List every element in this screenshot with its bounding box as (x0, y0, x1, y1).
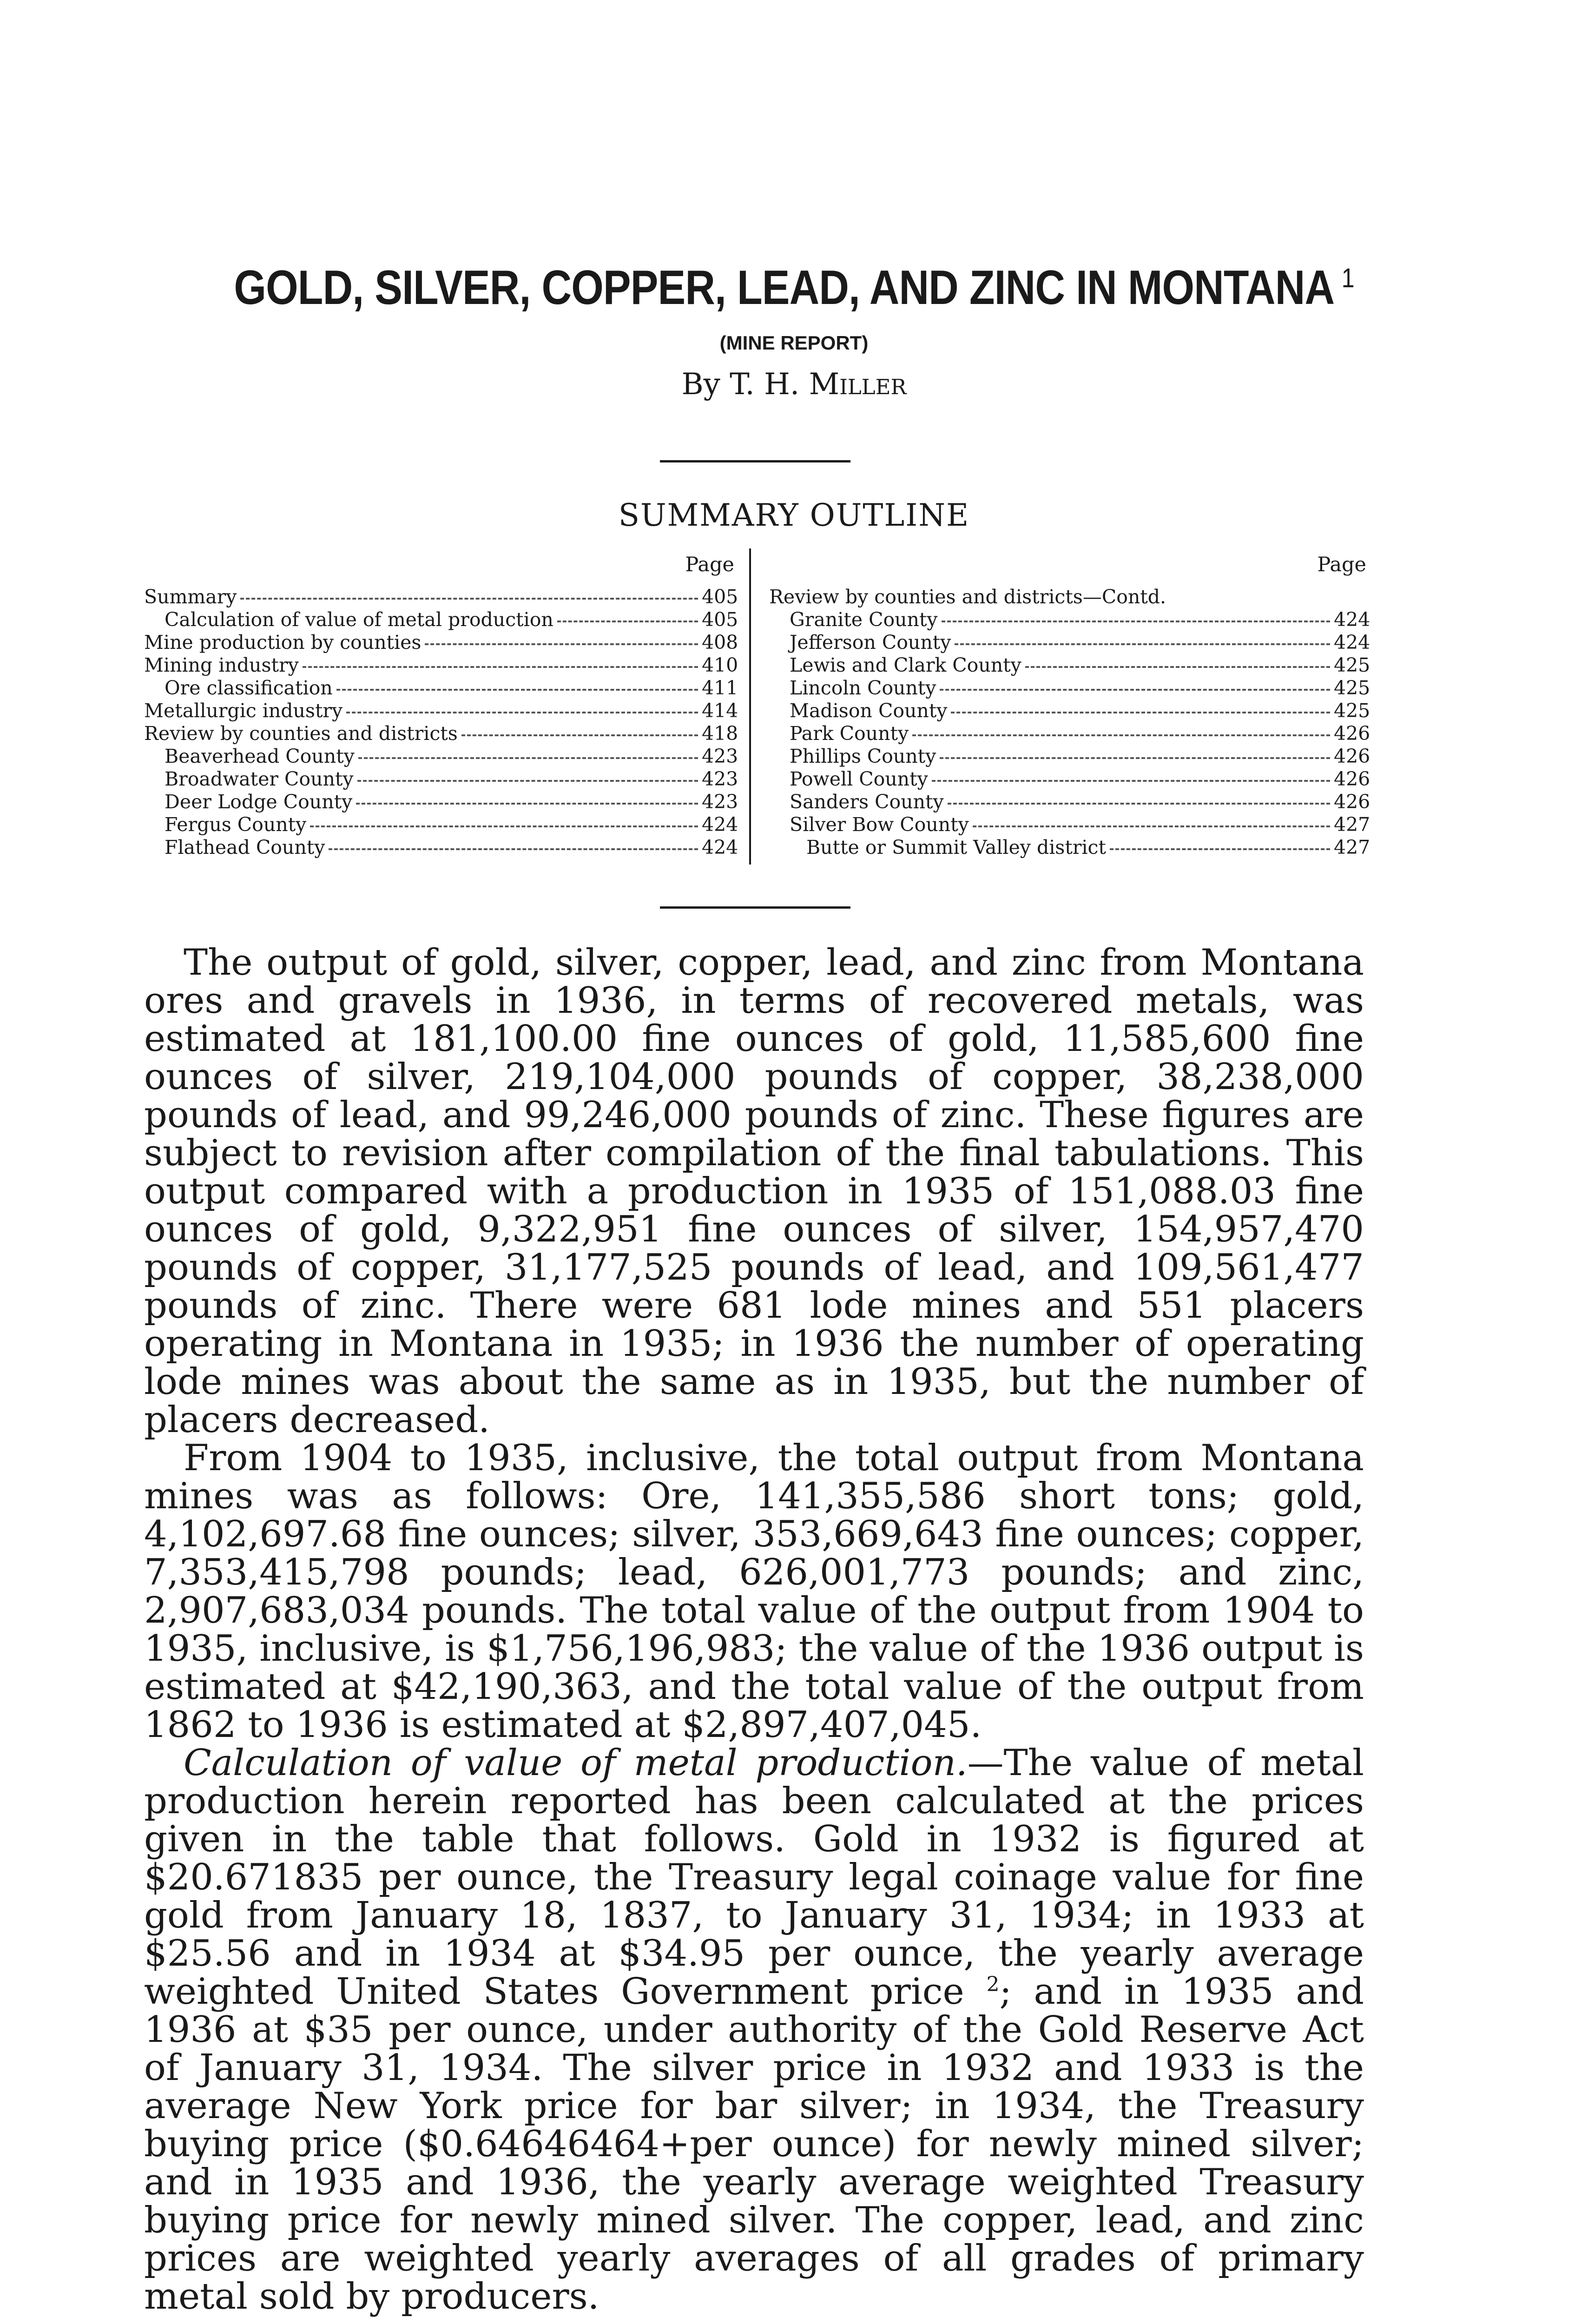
paragraph-3-text-a: —The value of metal production herein reported has been calculated at the prices given in the table that follows. Gold in 1932 is figured at $20.671835 per ounce, the Treasury legal coinage value for fine gold from January 18, 1837, to January 31, 1934; in 1933 at $25.56 and in 1934 at $34.95 per ounce, the yearly average weighted United States Government price (144, 1742, 1364, 2013)
toc-entry: Flathead County 424 (165, 836, 738, 858)
paragraph-3 (144, 1744, 1364, 2316)
toc-entry: Phillips County 426 (790, 745, 1371, 767)
paragraph-3-text-b: ; and in 1935 and 1936 at $35 per ounce, under authority of the Gold Reserve Act of January 31, 1934. The silver price in 1932 and 1933 is the average New York price for bar silver; in 1934, the Treasury buying price ($0.64646464+per ounce) for newly mined silver; and in 1935 and 1936, the yearly average weighted Treasury buying price for newly mined silver. The copper, lead, and zinc prices are weighted yearly averages of all grades of primary metal sold by producers. (144, 1971, 1364, 2317)
toc-entry: Butte or Summit Valley district 427 (806, 836, 1371, 858)
footnote-ref-2: 2 (986, 1973, 1000, 1996)
toc-entry: Summary 405 (144, 586, 738, 608)
toc-entry: Mining industry 410 (144, 654, 738, 676)
toc-entry: Lincoln County 425 (790, 677, 1371, 699)
toc-entry: Review by counties and districts 418 (144, 722, 738, 745)
report-subtitle: (MINE REPORT) (719, 332, 869, 354)
byline (0, 367, 1588, 402)
paragraph-1: The output of gold, silver, copper, lead, and zinc from Montana ores and gravels in 1936, in terms of recovered metals, was estimated at 181,100.00 fine ounces of gold, 11,585,600 fine ounces of silver, 219,104,000 pounds of copper, 38,238,000 pounds of lead, and 99,246,000 pounds of zinc. These figures are subject to revision after compilation of the final tabulations. This output compared with a production in 1935 of 151,088.03 fine ounces of gold, 9,322,951 fine ounces of silver, 154,957,470 pounds of copper, 31,177,525 pounds of lead, and 109,561,477 pounds of zinc. There were 681 lode mines and 551 placers operating in Montana in 1935; in 1936 the number of operating lode mines was about the same as in 1935, but the number of placers decreased. (144, 942, 1364, 1441)
paragraph-2: From 1904 to 1935, inclusive, the total output from Montana mines was as follows: Ore, 141,355,586 short tons; gold, 4,102,697.68 fine ounces; silver, 353,669,643 fine ounces; copper, 7,353,415,798 pounds; lead, 626,001,773 pounds; and zinc, 2,907,683,034 pounds. The total value of the output from 1904 to 1935, inclusive, is $1,756,196,983; the value of the 1936 output is estimated at $42,190,363, and the total value of the output from 1862 to 1936 is estimated at $2,897,407,045. (144, 1437, 1364, 1746)
toc-entry: Madison County 425 (790, 700, 1371, 722)
outline-right-column (769, 548, 1371, 859)
toc-entry: Review by counties and districts—Contd. (769, 586, 1166, 608)
toc-entry: Deer Lodge County 423 (165, 791, 738, 813)
summary-outline-heading: SUMMARY OUTLINE (618, 497, 970, 533)
byline-prefix: By (681, 367, 720, 402)
outline-column-divider (749, 548, 751, 865)
page-column-label: Page (1317, 553, 1366, 576)
toc-entry: Ore classification 411 (165, 677, 738, 699)
outline-left-column (144, 548, 738, 859)
toc-entry: Silver Bow County 427 (790, 813, 1371, 836)
title-footnote-mark: 1 (1341, 263, 1354, 294)
page-column-label: Page (685, 553, 734, 576)
toc-entry: Beaverhead County 423 (165, 745, 738, 767)
toc-entry: Powell County 426 (790, 768, 1371, 790)
body-text (144, 944, 1364, 2316)
toc-entry: Granite County 424 (790, 608, 1371, 631)
toc-entry: Jefferson County 424 (790, 631, 1371, 654)
author-name: T. H. Miller (730, 367, 907, 402)
toc-entry: Lewis and Clark County 425 (790, 654, 1371, 676)
toc-entry: Broadwater County 423 (165, 768, 738, 790)
toc-entry: Park County 426 (790, 722, 1371, 745)
toc-entry: Calculation of value of metal production 405 (165, 608, 738, 631)
title-text: GOLD, SILVER, COPPER, LEAD, AND ZINC IN MONTANA (234, 261, 1335, 315)
section-run-in-heading: Calculation of value of metal production. (184, 1742, 968, 1784)
page-title (111, 260, 1477, 316)
divider-rule-top (660, 460, 850, 462)
divider-rule-bottom (660, 906, 850, 909)
toc-entry: Mine production by counties 408 (144, 631, 738, 654)
toc-entry: Metallurgic industry 414 (144, 700, 738, 722)
toc-entry: Fergus County 424 (165, 813, 738, 836)
toc-entry: Sanders County 426 (790, 791, 1371, 813)
